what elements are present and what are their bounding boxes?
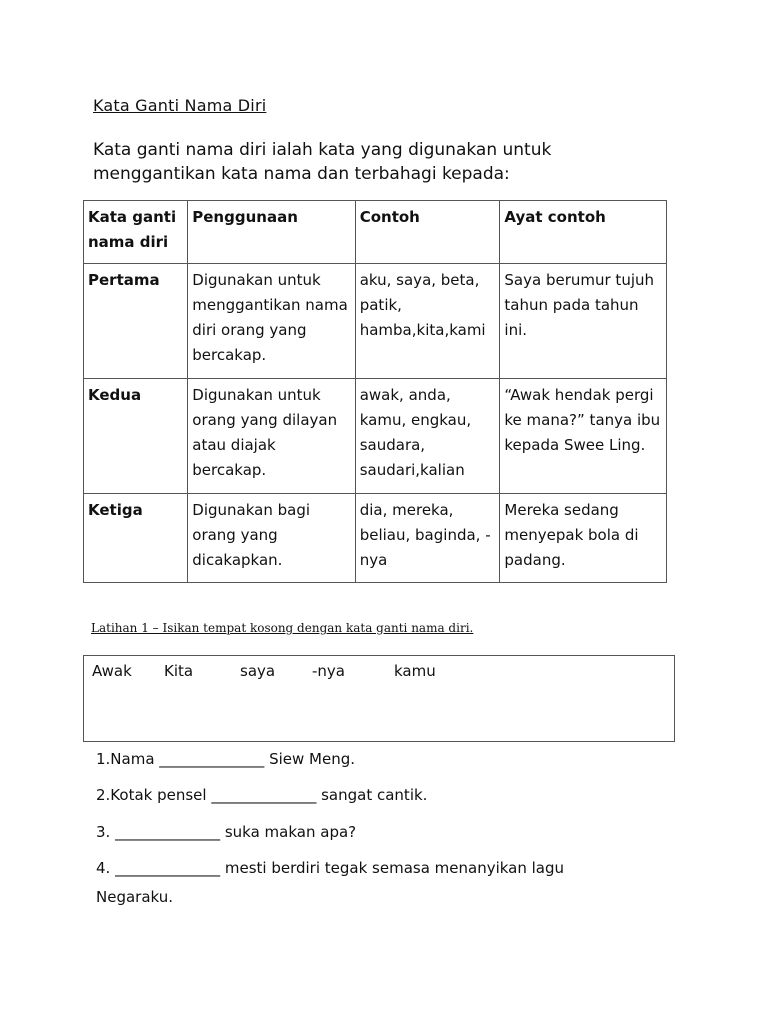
word-bank-item: saya bbox=[240, 662, 276, 680]
table-cell: Mereka sedang menyepak bola di padang. bbox=[500, 494, 667, 583]
intro-line-2: menggantikan kata nama dan terbahagi kepada: bbox=[93, 164, 510, 184]
table-header-cell: Kata ganti nama diri bbox=[84, 201, 188, 264]
table-cell: Digunakan untuk menggantikan nama diri orang yang bercakap. bbox=[188, 264, 355, 379]
table-row bbox=[84, 494, 667, 583]
word-bank-item: Awak bbox=[92, 662, 132, 680]
intro-line-1: Kata ganti nama diri ialah kata yang digunakan untuk bbox=[93, 140, 552, 160]
word-bank-item: kamu bbox=[394, 662, 436, 680]
exercise-title: Latihan 1 – Isikan tempat kosong dengan kata ganti nama diri. bbox=[91, 621, 474, 635]
table-header-cell: Ayat contoh bbox=[500, 201, 667, 264]
pronoun-table bbox=[83, 200, 667, 583]
table-cell: awak, anda, kamu, engkau, saudara, saudari,kalian bbox=[355, 379, 500, 494]
word-bank-box bbox=[83, 655, 675, 742]
exercise-question: 1.Nama ______________ Siew Meng. bbox=[96, 750, 355, 768]
table-cell: Digunakan bagi orang yang dicakapkan. bbox=[188, 494, 355, 583]
table-cell: dia, mereka, beliau, baginda, -nya bbox=[355, 494, 500, 583]
table-cell: Digunakan untuk orang yang dilayan atau diajak bercakap. bbox=[188, 379, 355, 494]
table-row-label: Ketiga bbox=[84, 494, 188, 583]
table-header-cell: Penggunaan bbox=[188, 201, 355, 264]
intro-paragraph bbox=[93, 138, 653, 186]
table-row-label: Pertama bbox=[84, 264, 188, 379]
table-row-label: Kedua bbox=[84, 379, 188, 494]
table-row bbox=[84, 264, 667, 379]
exercise-question-continuation: Negaraku. bbox=[96, 888, 174, 906]
table-row bbox=[84, 379, 667, 494]
table-header-cell: Contoh bbox=[355, 201, 500, 264]
table-cell: “Awak hendak pergi ke mana?” tanya ibu kepada Swee Ling. bbox=[500, 379, 667, 494]
exercise-question: 4. ______________ mesti berdiri tegak semasa menanyikan lagu bbox=[96, 859, 565, 877]
page-title: Kata Ganti Nama Diri bbox=[93, 96, 267, 115]
exercise-question: 2.Kotak pensel ______________ sangat cantik. bbox=[96, 786, 428, 804]
exercise-question: 3. ______________ suka makan apa? bbox=[96, 823, 357, 841]
table-cell: aku, saya, beta, patik, hamba,kita,kami bbox=[355, 264, 500, 379]
word-bank-item: Kita bbox=[164, 662, 194, 680]
table-header-row bbox=[84, 201, 667, 264]
word-bank-item: -nya bbox=[312, 662, 345, 680]
table-cell: Saya berumur tujuh tahun pada tahun ini. bbox=[500, 264, 667, 379]
